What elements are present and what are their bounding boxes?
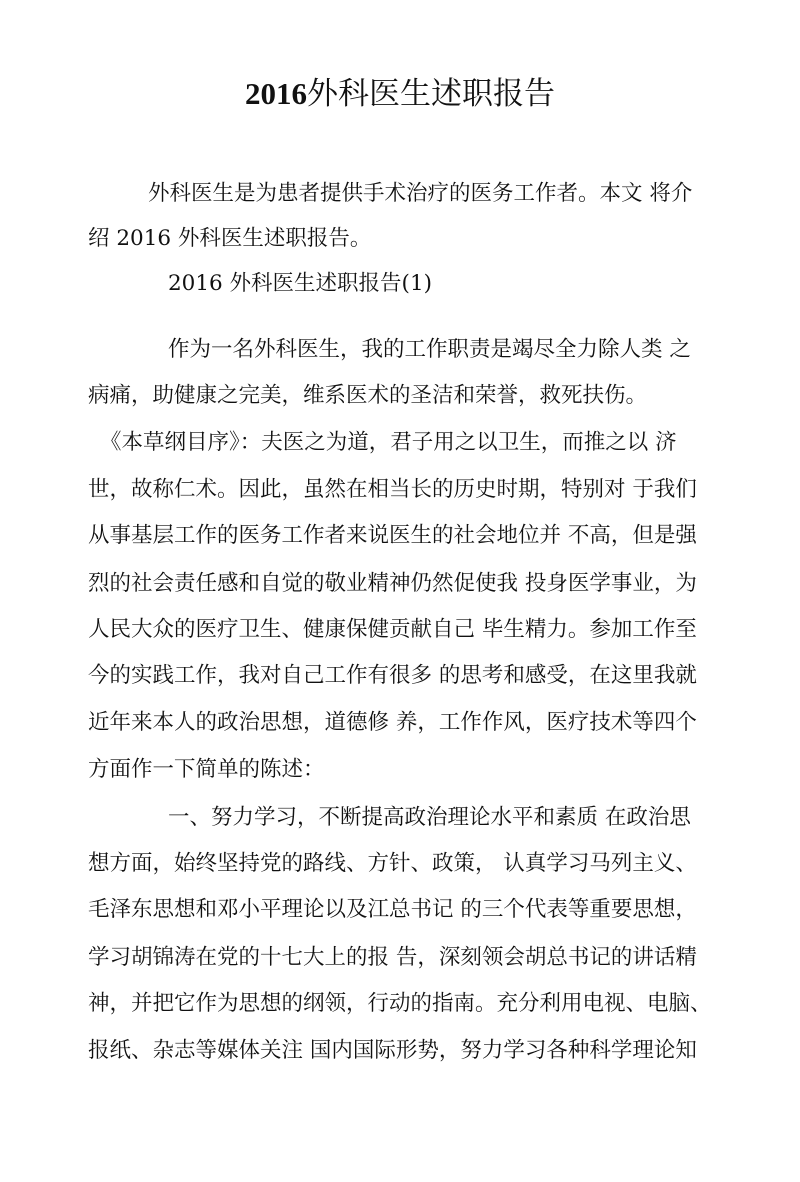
body-line: 病痛，助健康之完美，维系医术的圣洁和荣誉，救死扶伤。 [88,383,648,408]
title-number: 2016 [245,76,307,111]
body-line: 从事基层工作的医务工作者来说医生的社会地位并 不高，但是强 [88,523,697,548]
section-heading: 一、努力学习，不断提高政治理论水平和素质 在政治思 [168,805,691,830]
body-line: 近年来本人的政治思想，道德修 养，工作作风，医疗技术等四个 [88,710,697,735]
body-line: 今的实践工作，我对自己工作有很多 的思考和感受，在这里我就 [88,663,697,688]
document-title [0,70,800,118]
body-line: 报纸、杂志等媒体关注 国内国际形势，努力学习各种科学理论知 [88,1038,697,1063]
body-line: 作为一名外科医生，我的工作职责是竭尽全力除人类 之 [168,337,691,362]
body-line: 人民大众的医疗卫生、健康保健贡献自己 毕生精力。参加工作至 [88,617,697,642]
body-line: 神，并把它作为思想的纲领，行动的指南。充分利用电视、电脑、 [88,991,712,1016]
body-line: 绍 2016 外科医生述职报告。 [88,226,372,251]
body-line: 外科医生是为患者提供手术治疗的医务工作者。本文 将介 [148,181,693,206]
body-line: 学习胡锦涛在党的十七大上的报 告，深刻领会胡总书记的讲话精 [88,945,697,970]
section-heading: 2016 外科医生述职报告(1) [168,271,433,296]
body-line: 烈的社会责任感和自觉的敬业精神仍然促使我 投身医学事业，为 [88,571,697,596]
title-text: 外科医生述职报告 [307,76,555,112]
body-line: 想方面，始终坚持党的路线、方针、政策， 认真学习马列主义、 [88,851,697,876]
body-line: 方面作一下简单的陈述： [88,757,325,782]
body-line: 毛泽东思想和邓小平理论以及江总书记 的三个代表等重要思想， [88,897,697,922]
body-line: 世，故称仁术。因此，虽然在相当长的历史时期，特别对 于我们 [88,477,697,502]
body-line: 《本草纲目序》：夫医之为道，君子用之以卫生，而推之以 济 [100,430,677,455]
